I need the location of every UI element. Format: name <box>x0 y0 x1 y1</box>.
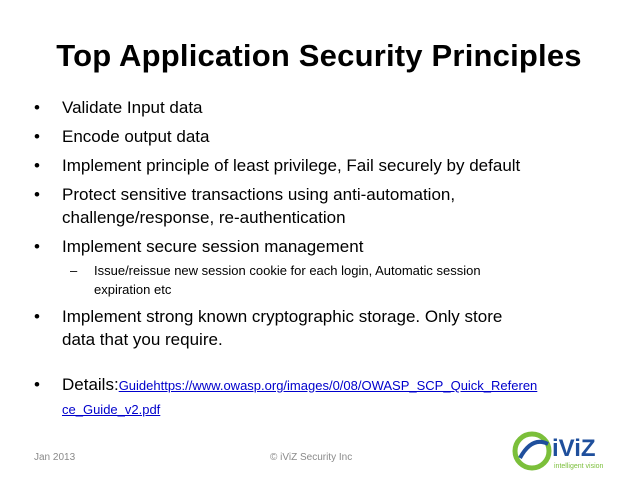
slide-title: Top Application Security Principles <box>56 38 582 73</box>
bullet-marker: • <box>34 127 40 146</box>
bullet-text-line2: data that you require. <box>62 330 223 349</box>
bullet-least-privilege <box>34 154 624 177</box>
bullet-text: Implement principle of least privilege, Fail securely by default <box>62 156 521 175</box>
bullet-text-line2: challenge/response, re-authentication <box>62 208 346 227</box>
bullet-text-line1: Implement strong known cryptographic storage. Only store <box>62 307 503 326</box>
bullet-crypto-storage <box>34 305 624 351</box>
logo-wordmark: iViZ <box>552 435 596 462</box>
bullet-list <box>34 96 624 421</box>
details-label: Details: <box>62 375 119 394</box>
bullet-protect-transactions <box>34 183 624 229</box>
bullet-validate-input <box>34 96 624 119</box>
footer-copyright: © iViZ Security Inc <box>270 452 353 463</box>
sub-bullet-line2: expiration etc <box>94 282 172 297</box>
bullet-marker: • <box>34 185 40 204</box>
logo-swoosh <box>520 442 548 458</box>
logo-tagline: intelligent vision <box>554 463 604 470</box>
owasp-guide-link-cont[interactable]: ce_Guide_v2.pdf <box>62 402 161 417</box>
sub-bullet-session-cookie <box>34 261 624 299</box>
bullet-marker: • <box>34 156 40 175</box>
sub-bullet-marker: – <box>70 263 78 278</box>
bullet-details <box>34 373 624 421</box>
bullet-text: Validate Input data <box>62 98 203 117</box>
bullet-encode-output <box>34 125 624 148</box>
bullet-text-line1: Protect sensitive transactions using anti-automation, <box>62 185 456 204</box>
bullet-marker: • <box>34 375 40 394</box>
bullet-session-management <box>34 235 624 258</box>
footer-date: Jan 2013 <box>34 452 76 463</box>
logo-ring <box>515 434 549 468</box>
iviz-logo <box>512 428 630 474</box>
bullet-marker: • <box>34 307 40 326</box>
sub-bullet-line1: Issue/reissue new session cookie for each login, Automatic session <box>94 263 481 278</box>
bullet-text: Implement secure session management <box>62 237 364 256</box>
bullet-marker: • <box>34 98 40 117</box>
bullet-marker: • <box>34 237 40 256</box>
bullet-text: Encode output data <box>62 127 210 146</box>
owasp-guide-link[interactable]: Guidehttps://www.owasp.org/images/0/08/OWASP_SCP_Quick_Referen <box>118 378 538 393</box>
